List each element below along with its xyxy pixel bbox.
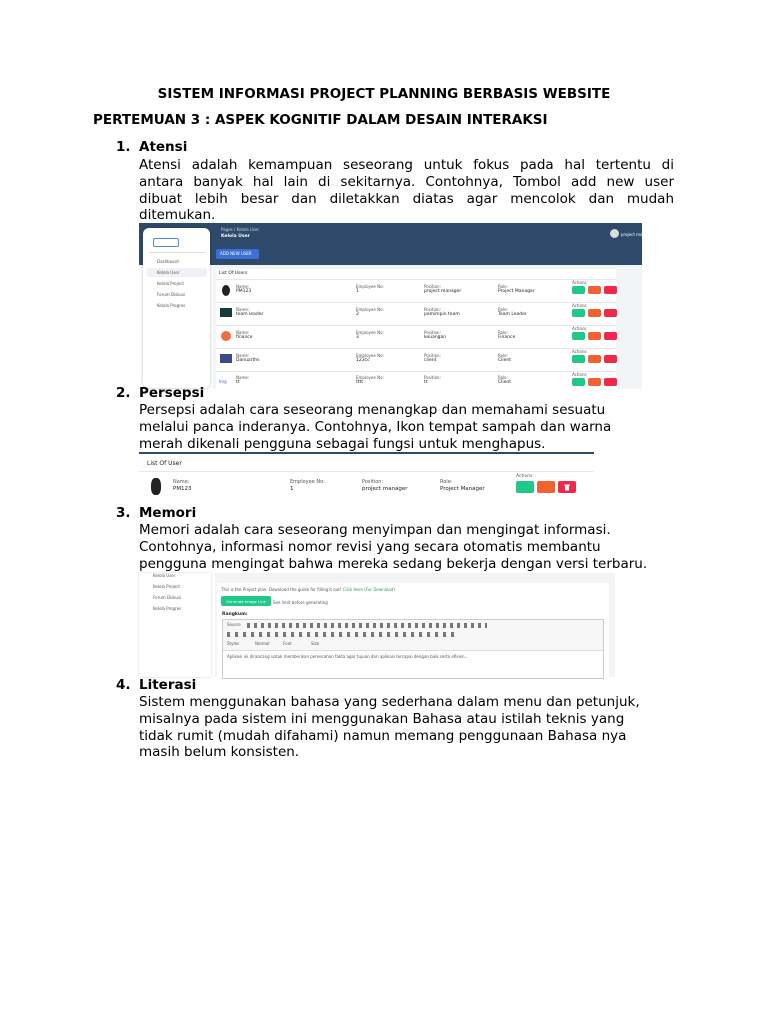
toolbar-icons-row2[interactable] — [227, 632, 457, 637]
add-new-user-button[interactable]: ADD NEW USER — [216, 249, 259, 259]
sidebar-item-dashboard[interactable]: Dashboard — [157, 259, 179, 264]
edit-button[interactable] — [588, 309, 601, 317]
section-text-atensi — [139, 157, 674, 224]
table-row: Name: PM123 Employee No: 1 Position: project manager Role: Project Manager Actions — [216, 280, 616, 302]
table-row: Name: finance Employee No: 3 Position: keuangan Role: Finance Actions — [216, 326, 616, 348]
section-heading-literasi: Literasi — [139, 677, 197, 693]
sidebar-item-kelola-user[interactable]: Kelola User — [153, 573, 176, 578]
source-button[interactable]: Source — [227, 622, 241, 627]
format-select[interactable]: Normal — [255, 641, 270, 646]
text-line: merah dikenali pengguna sebagai fungsi untuk menghapus. — [139, 435, 546, 452]
section-heading-atensi: Atensi — [139, 139, 188, 155]
text-line: melalui panca inderanya. Contohnya, Ikon tempat sampah dan warna — [139, 418, 612, 435]
text-line: antara banyak hal lain di sekitarnya. Contohnya, Tombol add new user — [139, 173, 674, 190]
edit-button[interactable] — [537, 481, 555, 493]
edit-button[interactable] — [588, 332, 601, 340]
document-title: SISTEM INFORMASI PROJECT PLANNING BERBASIS WEBSITE — [157, 86, 611, 102]
toolbar-icons-row1[interactable] — [247, 623, 487, 628]
text-line: dibuat lebih besar dan diletakkan diatas agar mencolok dan mudah — [139, 190, 674, 207]
avatar[interactable] — [610, 229, 619, 238]
editor-toolbar — [223, 620, 603, 651]
text-line: masih belum konsisten. — [139, 744, 300, 761]
sidebar-item-kelola-project[interactable]: Kelola Project — [153, 584, 180, 589]
section-text-persepsi — [139, 402, 699, 452]
styles-select[interactable]: Styles — [227, 641, 240, 646]
text-line: Atensi adalah kemampuan seseorang untuk fokus pada hal tertentu di — [139, 157, 674, 173]
sidebar-item-kelola-user[interactable]: Kelola User — [157, 270, 180, 275]
edit-button[interactable] — [588, 378, 601, 386]
text-line: pengguna mengingat bahwa mereka sedang bekerja dengan versi terbaru. — [139, 555, 648, 572]
sidebar-item-forum-diskusi[interactable]: Forum Diskusi — [153, 595, 182, 600]
user-avatar — [220, 354, 232, 363]
download-link[interactable]: Click Here (For Download) — [342, 587, 395, 592]
table-row: Name: Danuarths Employee No: 123cc Position: client Role: Client Actions — [216, 349, 616, 371]
section-number: 4. — [116, 677, 131, 693]
screenshot-kelola-user — [139, 223, 646, 385]
view-button[interactable] — [572, 378, 585, 386]
view-button[interactable] — [572, 286, 585, 294]
card-title: List Of User — [147, 460, 182, 467]
section-number: 2. — [116, 385, 131, 401]
section-heading-persepsi: Persepsi — [139, 385, 205, 401]
user-list-card — [216, 269, 616, 389]
user-avatar — [220, 308, 232, 317]
edit-button[interactable] — [588, 286, 601, 294]
section-heading-memori: Memori — [139, 505, 197, 521]
page-title: Kelola User — [221, 234, 250, 239]
section-text-memori — [139, 522, 699, 572]
editor-content: Aplikasi ini dirancang untuk memberikan pemecahan fakta agar tujuan dari aplikasi tercapai dengan baik serta efisien... — [227, 654, 469, 659]
logo-icon — [153, 238, 179, 247]
delete-button[interactable] — [604, 332, 617, 340]
table-row: Name: team leader Employee No: 2 Position: pemimpin team Role: Team Leader Actions — [216, 303, 616, 325]
text-line: ditemukan. — [139, 207, 216, 224]
text-line: misalnya pada sistem ini menggunakan Bahasa atau istilah teknis yang — [139, 710, 625, 727]
sidebar-item-kelola-progres[interactable]: Kelola Progres — [153, 606, 182, 611]
section-text-literasi — [139, 694, 699, 761]
view-button[interactable] — [572, 355, 585, 363]
generate-image-link-button[interactable]: Generate Image Link — [221, 596, 271, 606]
limit-note: See limit before generating — [273, 600, 328, 605]
sidebar — [143, 228, 210, 388]
header-bar — [139, 223, 646, 265]
delete-button[interactable] — [558, 481, 576, 493]
view-button[interactable] — [572, 309, 585, 317]
breadcrumb: Pages / Kelola User — [221, 227, 260, 232]
editor-card — [217, 583, 609, 677]
card-title: List Of Users — [219, 271, 248, 276]
delete-button[interactable] — [604, 286, 617, 294]
sidebar — [139, 573, 211, 677]
rangkum-label: Rangkum: — [222, 612, 248, 617]
info-text: This is the Project plan. Download the guide for filling it out! Click Here (For Download) — [221, 587, 395, 592]
font-select[interactable]: Font — [283, 641, 292, 646]
sidebar-item-kelola-progres[interactable]: Kelola Progres — [157, 303, 186, 308]
user-name: project man — [621, 232, 646, 237]
broken-image: Img — [219, 379, 227, 384]
user-avatar — [151, 478, 161, 495]
sidebar-item-kelola-project[interactable]: Kelola Project — [157, 281, 184, 286]
document-subtitle: PERTEMUAN 3 : ASPEK KOGNITIF DALAM DESAIN INTERAKSI — [93, 112, 548, 128]
delete-button[interactable] — [604, 355, 617, 363]
view-button[interactable] — [572, 332, 585, 340]
user-avatar — [221, 331, 231, 341]
edit-button[interactable] — [588, 355, 601, 363]
text-line: tidak rumit (mudah difahami) namun memang penggunaan Bahasa nya — [139, 727, 627, 744]
text-line: Memori adalah cara seseorang menyimpan dan mengingat informasi. — [139, 522, 611, 538]
delete-button[interactable] — [604, 378, 617, 386]
table-row: Img Name: tt Employee No: tttt Position: tt Role: Client Actions — [216, 372, 616, 389]
section-number: 3. — [116, 505, 131, 521]
screenshot-user-row: List Of User Name: PM123 Employee No: 1 Position: project manager Role: Project Manager Actions — [139, 452, 594, 504]
view-button[interactable] — [516, 481, 534, 493]
text-line: Contohnya, informasi nomor revisi yang secara otomatis membantu — [139, 538, 601, 555]
delete-button[interactable] — [604, 309, 617, 317]
sidebar-item-forum-diskusi[interactable]: Forum Diskusi — [157, 292, 186, 297]
user-avatar — [222, 285, 230, 296]
size-select[interactable]: Size — [311, 641, 320, 646]
text-line: Persepsi adalah cara seseorang menangkap dan memahami sesuatu — [139, 402, 606, 418]
trash-icon — [564, 484, 570, 491]
rich-text-editor[interactable] — [222, 619, 604, 679]
screenshot-project-plan — [139, 573, 615, 677]
section-number: 1. — [116, 139, 131, 155]
text-line: Sistem menggunakan bahasa yang sederhana dalam menu dan petunjuk, — [139, 694, 640, 710]
